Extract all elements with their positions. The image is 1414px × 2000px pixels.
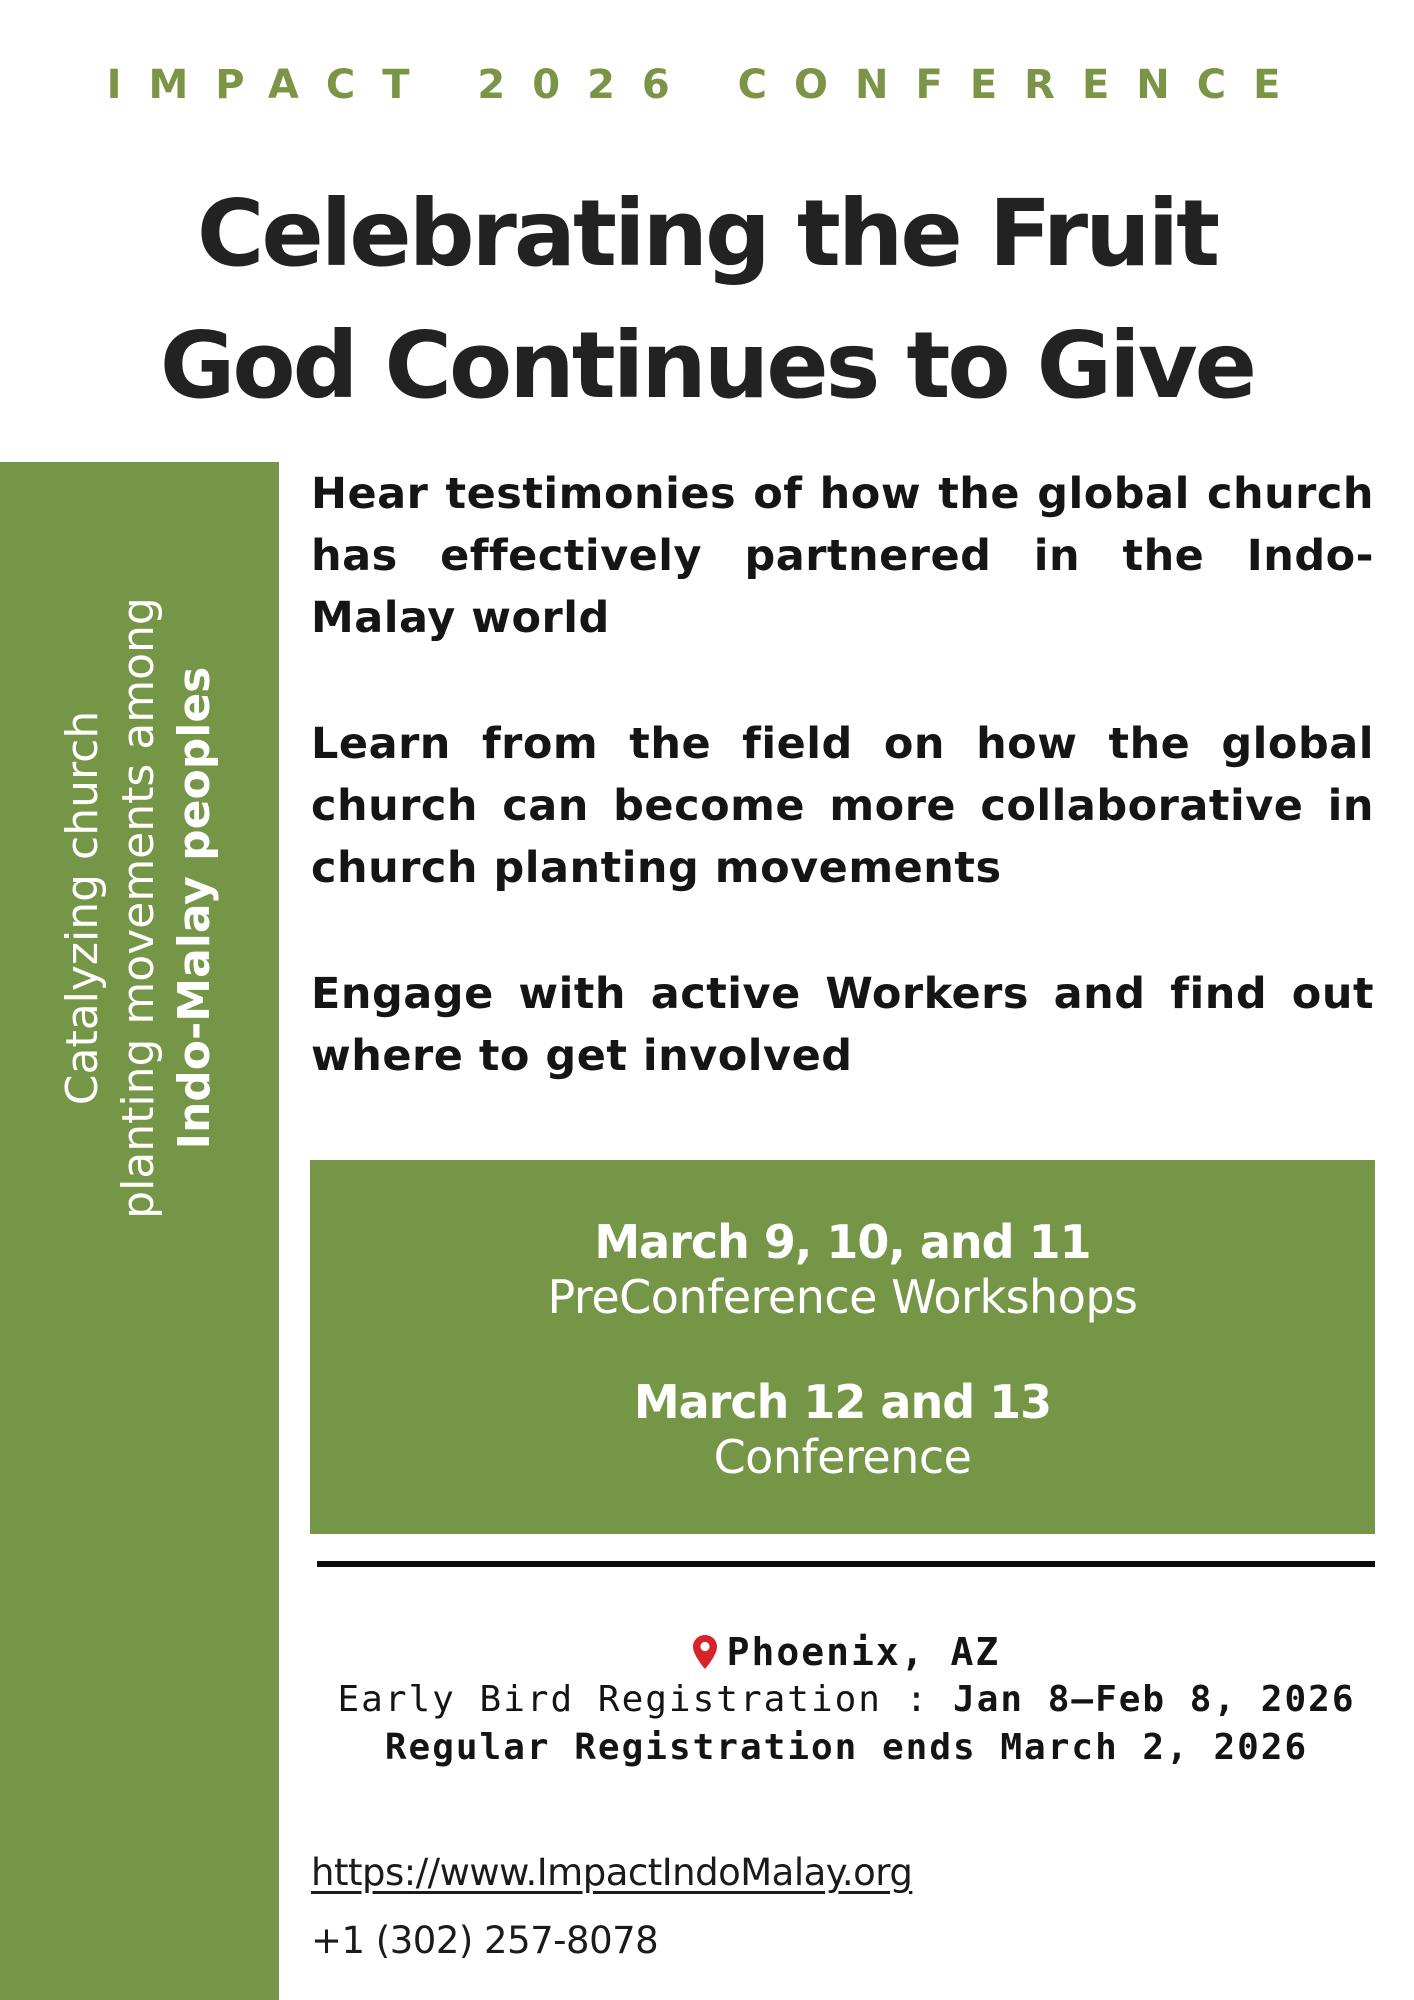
schedule-box — [310, 1160, 1375, 1534]
regular-registration: Regular Registration ends March 2, 2026 — [384, 1727, 1309, 1768]
map-pin-icon — [693, 1635, 717, 1669]
title-line-2: God Continues to Give — [159, 312, 1255, 419]
sidebar-line-3: Indo-Malay peoples — [169, 666, 220, 1150]
schedule-dates: March 9, 10, and 11 — [594, 1215, 1091, 1269]
location — [279, 1628, 1414, 1676]
highlight-item: Hear testimonies of how the global church has effectively partnered in the Indo-Malay world — [311, 469, 1374, 643]
schedule-dates: March 12 and 13 — [633, 1375, 1052, 1429]
highlight-item: Learn from the field on how the global church can become more collaborative in church planting movements — [311, 719, 1374, 893]
schedule-label: PreConference Workshops — [547, 1270, 1138, 1324]
location-text: Phoenix, AZ — [726, 1630, 1001, 1674]
divider — [317, 1561, 1375, 1567]
sidebar-tagline — [55, 528, 223, 1288]
schedule-label: Conference — [713, 1430, 972, 1484]
early-bird-dates: Jan 8–Feb 8, 2026 — [953, 1679, 1356, 1720]
early-bird-registration — [279, 1676, 1414, 1724]
schedule-item-conference — [310, 1374, 1375, 1484]
conference-kicker: IMPACT 2026 CONFERENCE — [106, 62, 1308, 108]
highlights-list — [311, 463, 1374, 1151]
schedule-item-workshops — [310, 1214, 1375, 1324]
sidebar-line-1: Catalyzing church — [57, 710, 108, 1106]
event-details — [279, 1628, 1414, 1772]
phone-number: +1 (302) 257-8078 — [311, 1919, 659, 1962]
page-title — [40, 168, 1374, 432]
sidebar-line-2: planting movements among — [113, 597, 164, 1219]
website-link[interactable]: https://www.ImpactIndoMalay.org — [311, 1851, 913, 1894]
contact-info — [311, 1845, 912, 1969]
highlight-item: Engage with active Workers and find out where to get involved — [311, 969, 1374, 1081]
title-line-1: Celebrating the Fruit — [196, 180, 1218, 287]
early-bird-label: Early Bird Registration : — [337, 1679, 930, 1720]
